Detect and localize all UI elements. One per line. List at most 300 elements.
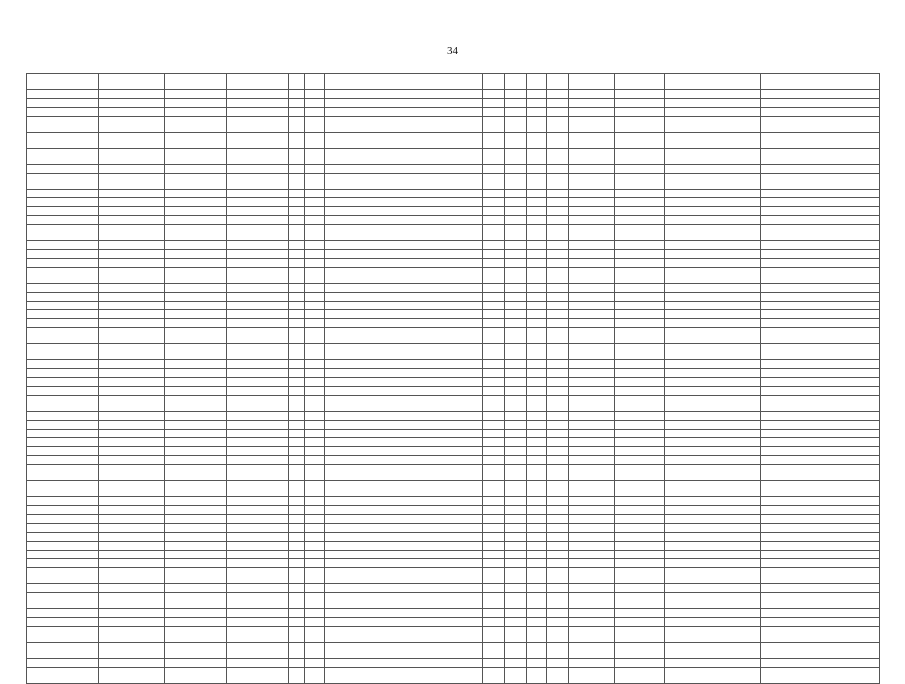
register-cell (527, 532, 547, 541)
register-cell (615, 116, 665, 132)
register-cell (325, 132, 483, 148)
register-cell (569, 618, 615, 627)
register-cell (761, 481, 880, 497)
register-row (27, 456, 880, 465)
register-cell (505, 568, 527, 584)
register-cell (665, 438, 761, 447)
register-cell (99, 429, 165, 438)
register-cell (761, 497, 880, 506)
register-cell (761, 189, 880, 198)
register-cell (527, 216, 547, 225)
register-cell (569, 250, 615, 259)
register-cell (505, 420, 527, 429)
register-cell (569, 411, 615, 420)
register-cell (665, 618, 761, 627)
register-cell (665, 90, 761, 99)
register-cell (27, 225, 99, 241)
register-cell (289, 241, 305, 250)
register-cell (305, 456, 325, 465)
register-cell (547, 550, 569, 559)
register-row (27, 618, 880, 627)
register-cell (569, 301, 615, 310)
register-cell (305, 98, 325, 107)
register-cell (569, 216, 615, 225)
register-cell (547, 107, 569, 116)
register-cell (305, 189, 325, 198)
register-row (27, 550, 880, 559)
register-row (27, 107, 880, 116)
register-cell (325, 310, 483, 319)
register-cell (305, 447, 325, 456)
register-cell (483, 514, 505, 523)
register-cell (483, 116, 505, 132)
register-cell (165, 541, 227, 550)
register-cell (665, 74, 761, 90)
register-cell (761, 90, 880, 99)
register-cell (483, 626, 505, 642)
register-cell (569, 667, 615, 683)
register-cell (27, 658, 99, 667)
register-cell (305, 74, 325, 90)
register-cell (165, 310, 227, 319)
register-cell (227, 107, 289, 116)
register-cell (569, 593, 615, 609)
register-row (27, 116, 880, 132)
register-cell (99, 360, 165, 369)
register-cell (289, 429, 305, 438)
register-cell (305, 310, 325, 319)
register-cell (325, 344, 483, 360)
register-cell (547, 658, 569, 667)
register-cell (615, 369, 665, 378)
register-cell (99, 369, 165, 378)
register-cell (505, 90, 527, 99)
register-cell (569, 378, 615, 387)
register-cell (665, 667, 761, 683)
register-cell (483, 319, 505, 328)
register-cell (27, 593, 99, 609)
register-cell (27, 90, 99, 99)
register-cell (615, 107, 665, 116)
register-cell (305, 642, 325, 658)
register-cell (27, 216, 99, 225)
register-cell (569, 550, 615, 559)
register-cell (665, 116, 761, 132)
register-cell (527, 523, 547, 532)
register-cell (615, 481, 665, 497)
register-cell (325, 438, 483, 447)
register-cell (615, 258, 665, 267)
register-cell (325, 386, 483, 395)
register-cell (665, 189, 761, 198)
register-cell (761, 438, 880, 447)
register-cell (527, 506, 547, 515)
register-cell (527, 481, 547, 497)
register-cell (761, 360, 880, 369)
register-cell (547, 626, 569, 642)
register-cell (483, 258, 505, 267)
register-row (27, 584, 880, 593)
register-cell (483, 411, 505, 420)
register-cell (547, 90, 569, 99)
register-cell (569, 360, 615, 369)
register-cell (483, 267, 505, 283)
register-cell (505, 584, 527, 593)
register-cell (27, 267, 99, 283)
register-cell (527, 292, 547, 301)
register-cell (165, 447, 227, 456)
register-cell (305, 532, 325, 541)
register-cell (99, 328, 165, 344)
register-row (27, 523, 880, 532)
register-row (27, 164, 880, 173)
register-cell (527, 132, 547, 148)
register-cell (325, 164, 483, 173)
register-cell (227, 506, 289, 515)
register-cell (615, 658, 665, 667)
register-cell (227, 618, 289, 627)
register-cell (547, 132, 569, 148)
register-cell (569, 90, 615, 99)
register-cell (325, 90, 483, 99)
register-cell (165, 225, 227, 241)
register-cell (547, 360, 569, 369)
register-cell (527, 369, 547, 378)
register-cell (289, 438, 305, 447)
register-cell (27, 378, 99, 387)
register-cell (325, 609, 483, 618)
register-cell (325, 301, 483, 310)
register-cell (27, 164, 99, 173)
register-row (27, 378, 880, 387)
register-cell (305, 360, 325, 369)
register-cell (761, 258, 880, 267)
register-cell (483, 148, 505, 164)
register-cell (227, 378, 289, 387)
register-cell (483, 310, 505, 319)
register-cell (505, 667, 527, 683)
register-cell (615, 98, 665, 107)
register-cell (165, 207, 227, 216)
register-cell (547, 225, 569, 241)
register-cell (547, 369, 569, 378)
register-cell (483, 301, 505, 310)
register-cell (527, 164, 547, 173)
register-row (27, 429, 880, 438)
register-cell (289, 250, 305, 259)
register-cell (505, 369, 527, 378)
register-cell (165, 465, 227, 481)
register-cell (305, 198, 325, 207)
register-cell (27, 667, 99, 683)
register-cell (305, 550, 325, 559)
register-cell (305, 207, 325, 216)
register-cell (615, 198, 665, 207)
register-row (27, 189, 880, 198)
register-cell (99, 618, 165, 627)
register-cell (305, 225, 325, 241)
register-cell (483, 497, 505, 506)
register-cell (547, 378, 569, 387)
register-cell (569, 395, 615, 411)
register-cell (227, 456, 289, 465)
register-cell (325, 667, 483, 683)
register-cell (483, 506, 505, 515)
register-cell (505, 328, 527, 344)
register-cell (569, 658, 615, 667)
register-cell (289, 301, 305, 310)
register-cell (665, 550, 761, 559)
register-cell (27, 344, 99, 360)
register-cell (547, 456, 569, 465)
register-cell (227, 250, 289, 259)
register-row (27, 420, 880, 429)
register-cell (615, 173, 665, 189)
register-cell (305, 258, 325, 267)
register-cell (99, 532, 165, 541)
register-cell (615, 550, 665, 559)
register-cell (483, 386, 505, 395)
register-cell (99, 148, 165, 164)
register-cell (325, 369, 483, 378)
register-cell (325, 523, 483, 532)
register-cell (227, 319, 289, 328)
register-cell (665, 386, 761, 395)
register-cell (325, 465, 483, 481)
register-cell (325, 319, 483, 328)
register-cell (305, 497, 325, 506)
register-cell (665, 568, 761, 584)
register-cell (27, 584, 99, 593)
register-cell (483, 568, 505, 584)
register-cell (289, 506, 305, 515)
register-cell (505, 523, 527, 532)
register-cell (615, 386, 665, 395)
register-cell (99, 198, 165, 207)
register-cell (289, 292, 305, 301)
register-cell (483, 395, 505, 411)
register-cell (27, 132, 99, 148)
register-cell (325, 292, 483, 301)
register-cell (227, 173, 289, 189)
register-cell (761, 283, 880, 292)
register-cell (547, 506, 569, 515)
register-cell (165, 523, 227, 532)
register-cell (99, 456, 165, 465)
register-cell (325, 395, 483, 411)
register-cell (165, 378, 227, 387)
register-cell (483, 378, 505, 387)
register-cell (227, 225, 289, 241)
register-cell (325, 378, 483, 387)
register-cell (569, 283, 615, 292)
register-cell (27, 568, 99, 584)
register-cell (569, 584, 615, 593)
register-cell (527, 319, 547, 328)
register-cell (547, 98, 569, 107)
register-cell (665, 283, 761, 292)
register-cell (27, 626, 99, 642)
register-cell (665, 447, 761, 456)
register-cell (569, 456, 615, 465)
register-table (26, 73, 880, 684)
register-cell (483, 216, 505, 225)
register-cell (227, 189, 289, 198)
register-cell (665, 658, 761, 667)
register-cell (761, 411, 880, 420)
register-cell (615, 301, 665, 310)
register-cell (305, 506, 325, 515)
register-cell (99, 207, 165, 216)
register-cell (527, 429, 547, 438)
register-cell (547, 559, 569, 568)
register-cell (99, 667, 165, 683)
register-cell (99, 386, 165, 395)
register-cell (665, 148, 761, 164)
register-cell (325, 283, 483, 292)
register-cell (569, 447, 615, 456)
register-cell (165, 618, 227, 627)
register-cell (527, 173, 547, 189)
register-cell (99, 411, 165, 420)
register-cell (505, 497, 527, 506)
register-cell (27, 618, 99, 627)
register-cell (99, 593, 165, 609)
register-cell (325, 360, 483, 369)
register-row (27, 241, 880, 250)
register-cell (547, 216, 569, 225)
register-cell (165, 189, 227, 198)
register-cell (325, 328, 483, 344)
register-cell (165, 642, 227, 658)
register-cell (227, 523, 289, 532)
register-cell (227, 429, 289, 438)
register-row (27, 369, 880, 378)
register-cell (761, 74, 880, 90)
register-cell (761, 447, 880, 456)
register-cell (569, 626, 615, 642)
register-cell (569, 429, 615, 438)
register-cell (325, 258, 483, 267)
register-cell (527, 301, 547, 310)
register-cell (569, 132, 615, 148)
register-cell (761, 667, 880, 683)
register-cell (165, 609, 227, 618)
register-cell (615, 207, 665, 216)
register-cell (761, 116, 880, 132)
register-row (27, 173, 880, 189)
register-row (27, 258, 880, 267)
register-cell (325, 456, 483, 465)
register-cell (165, 568, 227, 584)
register-cell (305, 241, 325, 250)
register-cell (289, 642, 305, 658)
register-cell (99, 164, 165, 173)
register-cell (227, 559, 289, 568)
register-cell (483, 658, 505, 667)
register-cell (305, 132, 325, 148)
register-row (27, 292, 880, 301)
register-cell (289, 593, 305, 609)
register-cell (665, 532, 761, 541)
register-cell (761, 344, 880, 360)
register-cell (289, 378, 305, 387)
register-cell (289, 90, 305, 99)
register-cell (227, 132, 289, 148)
register-cell (27, 438, 99, 447)
register-row (27, 497, 880, 506)
register-cell (227, 395, 289, 411)
register-row (27, 568, 880, 584)
register-cell (761, 207, 880, 216)
register-row (27, 465, 880, 481)
register-cell (305, 618, 325, 627)
register-cell (27, 429, 99, 438)
register-cell (569, 189, 615, 198)
register-row (27, 319, 880, 328)
register-cell (761, 584, 880, 593)
register-cell (305, 148, 325, 164)
register-cell (227, 328, 289, 344)
register-cell (165, 411, 227, 420)
register-cell (615, 626, 665, 642)
register-row (27, 532, 880, 541)
register-cell (547, 189, 569, 198)
register-cell (305, 107, 325, 116)
register-cell (99, 292, 165, 301)
register-cell (325, 497, 483, 506)
register-cell (99, 465, 165, 481)
register-cell (165, 658, 227, 667)
register-cell (761, 225, 880, 241)
register-cell (505, 292, 527, 301)
register-cell (665, 360, 761, 369)
register-cell (483, 74, 505, 90)
register-cell (165, 429, 227, 438)
register-cell (289, 395, 305, 411)
register-cell (615, 593, 665, 609)
register-row (27, 74, 880, 90)
register-cell (325, 550, 483, 559)
register-cell (27, 258, 99, 267)
register-cell (165, 532, 227, 541)
register-cell (547, 584, 569, 593)
register-cell (547, 532, 569, 541)
register-cell (99, 584, 165, 593)
register-cell (305, 369, 325, 378)
register-cell (99, 107, 165, 116)
register-cell (547, 411, 569, 420)
register-cell (615, 584, 665, 593)
register-cell (505, 378, 527, 387)
register-cell (305, 465, 325, 481)
register-cell (547, 568, 569, 584)
register-cell (99, 258, 165, 267)
register-cell (165, 98, 227, 107)
register-row (27, 447, 880, 456)
register-row (27, 344, 880, 360)
register-cell (505, 514, 527, 523)
register-cell (665, 207, 761, 216)
register-cell (547, 481, 569, 497)
register-cell (615, 225, 665, 241)
register-cell (227, 74, 289, 90)
register-row (27, 301, 880, 310)
register-row (27, 250, 880, 259)
register-cell (505, 658, 527, 667)
register-row (27, 98, 880, 107)
register-cell (483, 420, 505, 429)
